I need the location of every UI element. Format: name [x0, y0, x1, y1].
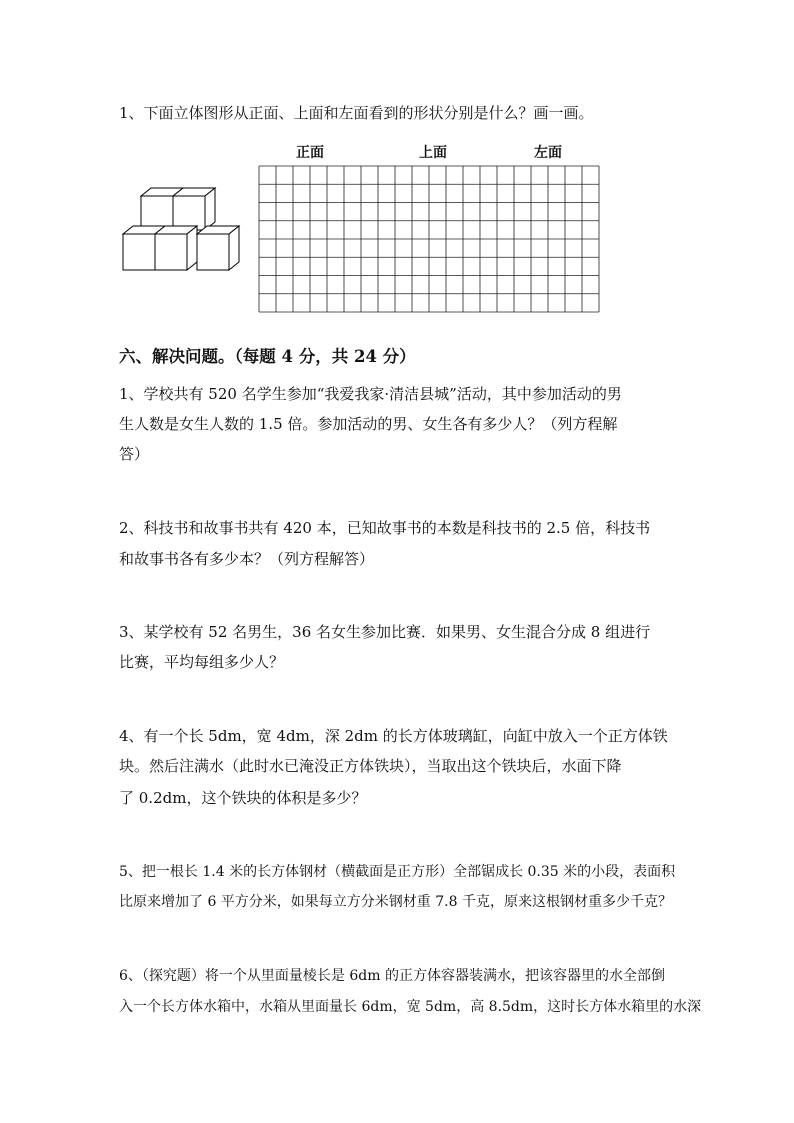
cube-figure: [118, 188, 248, 278]
question-text: 1、下面立体图形从正面、上面和左面看到的形状分别是什么？画一画。: [119, 104, 594, 122]
problem-3-line-1: 3、某学校有 52 名男生，36 名女生参加比赛．如果男、女生混合分成 8 组进行: [119, 623, 651, 641]
label-top-view: 上面: [419, 145, 447, 161]
section-title: 六、解决问题。（每题 4 分，共 24 分）: [119, 347, 416, 366]
problem-6-line-1: 6、（探究题）将一个从里面量棱长是 6dm 的正方体容器装满水，把该容器里的水全部倒: [119, 968, 665, 984]
label-left-view: 左面: [534, 145, 562, 161]
problem-5-line-2: 比原来增加了 6 平方分米，如果每立方分米钢材重 7.8 千克，原来这根钢材重多少千克？: [119, 894, 672, 910]
problem-1-line-1: 1、学校共有 520 名学生参加“我爱我家·清洁县城”活动，其中参加活动的男: [119, 385, 622, 403]
problem-6-line-2: 入一个长方体水箱中，水箱从里面量长 6dm，宽 5dm，高 8.5dm，这时长方体水箱里的水深: [119, 999, 702, 1015]
drawing-grid[interactable]: [259, 166, 599, 312]
problem-1-line-2: 生人数是女生人数的 1.5 倍。参加活动的男、女生各有多少人？（列方程解: [119, 415, 618, 433]
problem-3-line-2: 比赛，平均每组多少人？: [119, 653, 285, 671]
problem-4-line-1: 4、有一个长 5dm，宽 4dm，深 2dm 的长方体玻璃缸，向缸中放入一个正方体铁: [119, 727, 668, 745]
problem-4-line-2: 块。然后注满水（此时水已淹没正方体铁块），当取出这个铁块后，水面下降: [119, 757, 622, 775]
problem-5-line-1: 5、把一根长 1.4 米的长方体钢材（横截面是正方形）全部锯成长 0.35 米的小段，表面积: [119, 864, 676, 880]
problem-2-line-1: 2、科技书和故事书共有 420 本，已知故事书的本数是科技书的 2.5 倍，科技书: [119, 519, 651, 537]
problem-4-line-3: 了 0.2dm，这个铁块的体积是多少？: [119, 789, 367, 807]
label-front-view: 正面: [296, 145, 324, 161]
problem-2-line-2: 和故事书各有多少本？（列方程解答）: [119, 550, 375, 568]
problem-1-line-3: 答）: [119, 445, 150, 463]
